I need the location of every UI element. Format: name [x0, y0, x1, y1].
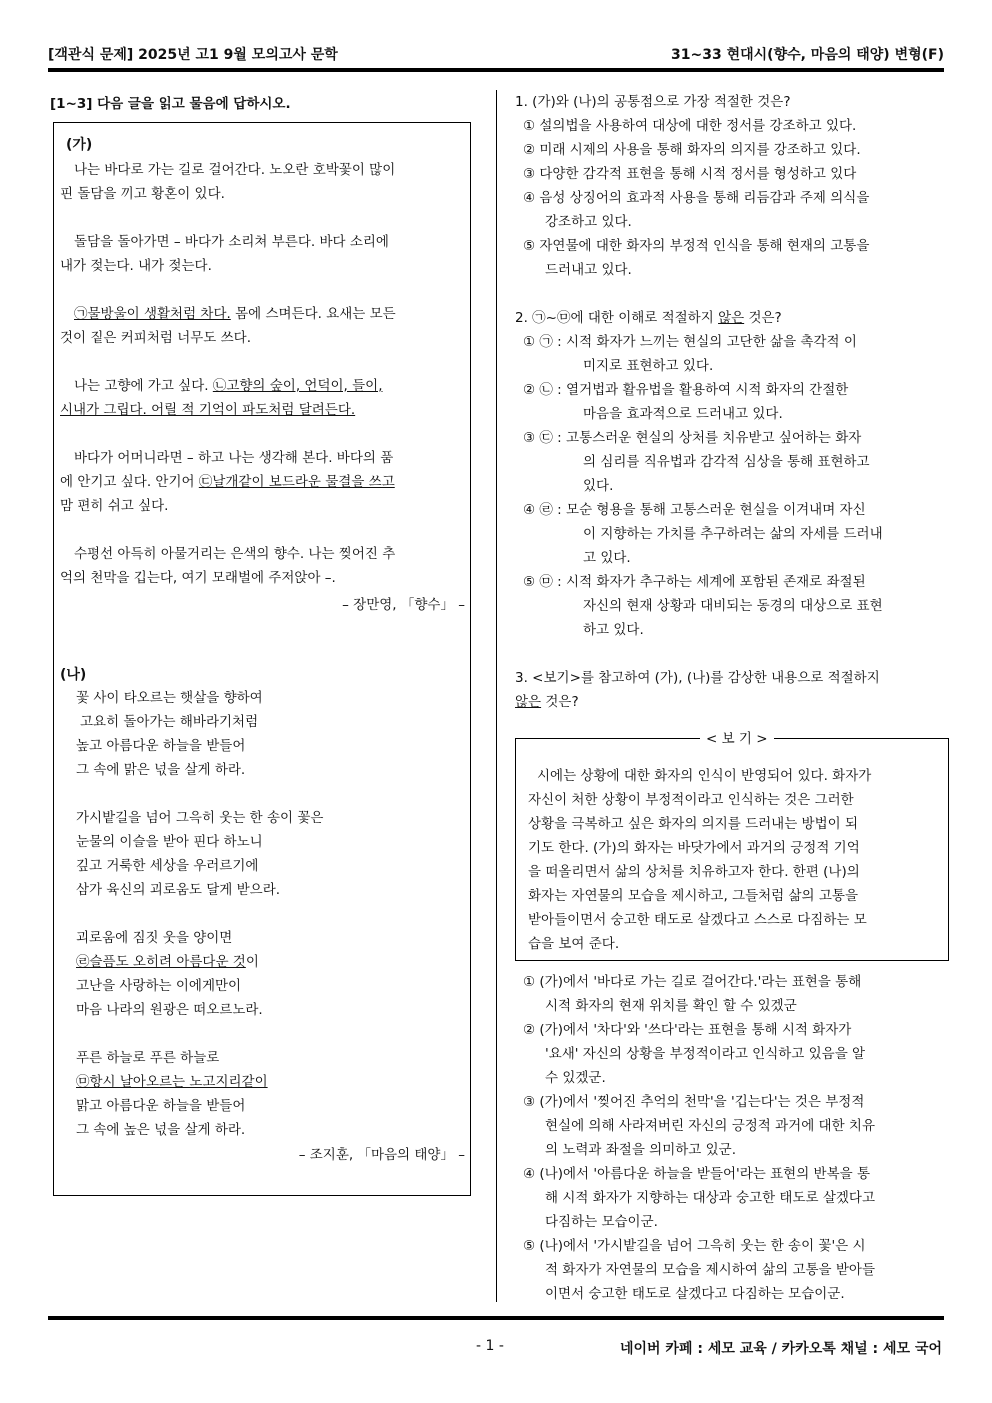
q1-stem: 1. (가)와 (나)의 공통점으로 가장 적절한 것은? — [515, 94, 791, 110]
source-ga: – 장만영, 「향수」 – — [342, 597, 465, 613]
q2-choice-4-cont[interactable]: 고 있다. — [583, 550, 631, 566]
q3-stem-end: 것은? — [541, 694, 579, 710]
passage-line: 것이 짙은 커피처럼 너무도 쓰다. — [60, 330, 251, 346]
q2-choice-5-cont[interactable]: 자신의 현재 상황과 대비되는 동경의 대상으로 표현 — [583, 598, 883, 614]
q2-stem-end: 것은? — [744, 310, 782, 326]
footer-credit: 네이버 카페 : 세모 교육 / 카카오톡 채널 : 세모 국어 — [619, 1341, 942, 1357]
bogi-line: 시에는 상황에 대한 화자의 인식이 반영되어 있다. 화자가 — [537, 768, 872, 784]
q1-choice-3[interactable]: ③ 다양한 감각적 표현을 통해 시적 정서를 형성하고 있다 — [523, 166, 857, 182]
passage-line: 바다가 어머니라면 – 하고 나는 생각해 본다. 바다의 품 — [74, 450, 394, 466]
q2-choice-1[interactable]: ① ㉠ : 시적 화자가 느끼는 현실의 고단한 삶을 촉각적 이 — [523, 334, 857, 350]
poem-line: 높고 아름다운 하늘을 받들어 — [76, 738, 246, 754]
q1-choice-5[interactable]: ⑤ 자연물에 대한 화자의 부정적 인식을 통해 현재의 고통을 — [523, 238, 870, 254]
source-na: – 조지훈, 「마음의 태양」 – — [298, 1147, 465, 1163]
passage-text: 몸에 스며든다. 요새는 모든 — [230, 306, 396, 322]
q3-choice-5-cont[interactable]: 이면서 숭고한 태도로 살겠다고 다짐하는 모습이군. — [545, 1286, 845, 1302]
poem-line: 괴로움에 짐짓 웃을 양이면 — [76, 930, 233, 946]
q1-choice-5-cont[interactable]: 드러내고 있다. — [545, 262, 632, 278]
passage-box — [53, 122, 471, 1196]
q3-choice-2-cont[interactable]: '요새' 자신의 상황을 부정적이라고 인식하고 있음을 알 — [545, 1046, 866, 1062]
q3-choice-3[interactable]: ③ (가)에서 '찢어진 추억의 천막'을 '깁는다'는 것은 부정적 — [523, 1094, 865, 1110]
underline-c: ㉢날개같이 보드라운 물결을 쓰고 — [198, 474, 395, 490]
passage-ga-label: (가) — [66, 137, 93, 153]
bogi-line: 습을 보여 준다. — [528, 936, 620, 952]
poem-line: 고요히 돌아가는 해바라기처럼 — [80, 714, 259, 730]
column-divider — [496, 90, 497, 1302]
q2-choice-5-cont[interactable]: 하고 있다. — [583, 622, 644, 638]
q2-choice-2-cont[interactable]: 마음을 효과적으로 드러내고 있다. — [583, 406, 783, 422]
passage-text: 에 안기고 싶다. 안기어 — [60, 474, 199, 490]
underline-b-cont: 시내가 그립다. 어릴 적 기억이 파도처럼 달려든다. — [60, 402, 356, 418]
q2-choice-4-cont[interactable]: 이 지향하는 가치를 추구하려는 삶의 자세를 드러내 — [583, 526, 883, 542]
q3-choice-3-cont[interactable]: 의 노력과 좌절을 의미하고 있군. — [545, 1142, 736, 1158]
poem-line: 푸른 하늘로 푸른 하늘로 — [76, 1050, 220, 1066]
poem-line: 눈물의 이슬을 받아 핀다 하노니 — [76, 834, 263, 850]
passage-line: 수평선 아득히 아물거리는 은색의 향수. 나는 찢어진 추 — [74, 546, 396, 562]
footer-divider — [48, 1316, 944, 1320]
q1-choice-2[interactable]: ② 미래 시제의 사용을 통해 화자의 의지를 강조하고 있다. — [523, 142, 861, 158]
q2-choice-4[interactable]: ④ ㉣ : 모순 형용을 통해 고통스러운 현실을 이겨내며 자신 — [523, 502, 866, 518]
q3-choice-5-cont[interactable]: 적 화자가 자연물의 모습을 제시하여 삶의 고통을 받아들 — [545, 1262, 875, 1278]
passage-line — [74, 374, 383, 398]
q3-negation: 않은 — [515, 694, 542, 710]
q1-choice-1[interactable]: ① 설의법을 사용하여 대상에 대한 정서를 강조하고 있다. — [523, 118, 857, 134]
q3-choice-4[interactable]: ④ (나)에서 '아름다운 하늘을 받들어'라는 표현의 반복을 통 — [523, 1166, 870, 1182]
q1-choice-4-cont[interactable]: 강조하고 있다. — [545, 214, 632, 230]
passage-text: 나는 고향에 가고 싶다. — [74, 378, 213, 394]
exam-title: [객관식 문제] 2025년 고1 9월 모의고사 문학 — [48, 47, 338, 63]
header-divider — [48, 68, 944, 72]
bogi-line: 을 떠올리면서 삶의 상처를 치유하고자 한다. 한편 (나)의 — [528, 864, 860, 880]
underline-e: ㉤항시 날아오르는 노고지리같이 — [76, 1074, 268, 1090]
underline-a: ㉠물방울이 생활처럼 차다. — [74, 306, 231, 322]
q2-choice-1-cont[interactable]: 미지로 표현하고 있다. — [583, 358, 714, 374]
passage-line — [74, 302, 396, 326]
poem-line: 그 속에 높은 넋을 살게 하라. — [76, 1122, 246, 1138]
q3-choice-4-cont[interactable]: 해 시적 화자가 지향하는 대상과 숭고한 태도로 살겠다고 — [545, 1190, 875, 1206]
poem-line: 맑고 아름다운 하늘을 받들어 — [76, 1098, 246, 1114]
poem-text: 이 — [245, 954, 259, 970]
q3-choice-4-cont[interactable]: 다짐하는 모습이군. — [545, 1214, 658, 1230]
poem-line: 마음 나라의 원광은 떠오르노라. — [76, 1002, 263, 1018]
q2-choice-3-cont[interactable]: 의 심리를 직유법과 감각적 심상을 통해 표현하고 — [583, 454, 870, 470]
poem-line: 그 속에 맑은 넋을 살게 하라. — [76, 762, 246, 778]
q2-stem — [515, 306, 782, 330]
q3-choice-2[interactable]: ② (가)에서 '차다'와 '쓰다'라는 표현을 통해 시적 화자가 — [523, 1022, 852, 1038]
poem-line: 가시밭길을 넘어 그윽히 웃는 한 송이 꽃은 — [76, 810, 324, 826]
q2-negation: 않은 — [718, 310, 745, 326]
bogi-line: 자신이 처한 상황이 부정적이라고 인식하는 것은 그러한 — [528, 792, 854, 808]
bogi-line: 기도 한다. (가)의 화자는 바닷가에서 과거의 긍정적 기억 — [528, 840, 860, 856]
q2-choice-3[interactable]: ③ ㉢ : 고통스러운 현실의 상처를 치유받고 싶어하는 화자 — [523, 430, 862, 446]
passage-line: 돌담을 돌아가면 – 바다가 소리쳐 부른다. 바다 소리에 — [74, 234, 389, 250]
passage-line: 나는 바다로 가는 길로 걸어간다. 노오란 호박꽃이 많이 — [74, 162, 396, 178]
poem-line: 꽃 사이 타오르는 햇살을 향하여 — [76, 690, 263, 706]
bogi-title: < 보 기 > — [700, 727, 774, 747]
q2-choice-3-cont[interactable]: 있다. — [583, 478, 614, 494]
q3-stem-cont — [515, 690, 579, 714]
q2-choice-2[interactable]: ② ㉡ : 열거법과 활유법을 활용하여 시적 화자의 간절한 — [523, 382, 849, 398]
bogi-line: 받아들이면서 숭고한 태도로 살겠다고 스스로 다짐하는 모 — [528, 912, 867, 928]
passage-line: 억의 천막을 깁는다, 여기 모래벌에 주저앉아 –. — [60, 570, 336, 586]
q3-choice-3-cont[interactable]: 현실에 의해 사라져버린 자신의 긍정적 과거에 대한 치유 — [545, 1118, 875, 1134]
poem-line: 깊고 거룩한 세상을 우러르기에 — [76, 858, 259, 874]
poem-line — [76, 950, 259, 974]
q3-choice-1-cont[interactable]: 시적 화자의 현재 위치를 확인 할 수 있겠군 — [545, 998, 797, 1014]
passage-line: 핀 돌담을 끼고 황혼이 있다. — [60, 186, 225, 202]
underline-d: ㉣슬픔도 오히려 아름다운 것 — [76, 954, 246, 970]
q3-choice-1[interactable]: ① (가)에서 '바다로 가는 길로 걸어간다.'라는 표현을 통해 — [523, 974, 862, 990]
q3-choice-2-cont[interactable]: 수 있겠군. — [545, 1070, 606, 1086]
q1-choice-4[interactable]: ④ 음성 상징어의 효과적 사용을 통해 리듬감과 주제 의식을 — [523, 190, 870, 206]
q3-choice-5[interactable]: ⑤ (나)에서 '가시밭길을 넘어 그윽히 웃는 한 송이 꽃'은 시 — [523, 1238, 866, 1254]
q2-choice-5[interactable]: ⑤ ㉤ : 시적 화자가 추구하는 세계에 포함된 존재로 좌절된 — [523, 574, 866, 590]
q2-stem-text: 2. ㉠~㉤에 대한 이해로 적절하지 — [515, 310, 719, 326]
page-number: - 1 - — [476, 1338, 504, 1354]
poem-line: 삼가 육신의 괴로움도 달게 받으라. — [76, 882, 281, 898]
instruction: [1~3] 다음 글을 읽고 물음에 답하시오. — [50, 96, 291, 112]
passage-line: 맘 편히 쉬고 싶다. — [60, 498, 169, 514]
underline-b: ㉡고향의 숲이, 언덕이, 들이, — [212, 378, 383, 394]
passage-na-label: (나) — [60, 667, 87, 683]
bogi-line: 화자는 자연물의 모습을 제시하고, 그들처럼 삶의 고통을 — [528, 888, 858, 904]
q3-stem: 3. <보기>를 참고하여 (가), (나)를 감상한 내용으로 적절하지 — [515, 670, 880, 686]
bogi-line: 상황을 극복하고 싶은 화자의 의지를 드러내는 방법이 되 — [528, 816, 858, 832]
passage-line: 내가 젖는다. 내가 젖는다. — [60, 258, 212, 274]
passage-line — [60, 470, 395, 494]
poem-line: 고난을 사랑하는 이에게만이 — [76, 978, 242, 994]
exam-subtitle: 31~33 현대시(향수, 마음의 태양) 변형(F) — [671, 47, 944, 63]
